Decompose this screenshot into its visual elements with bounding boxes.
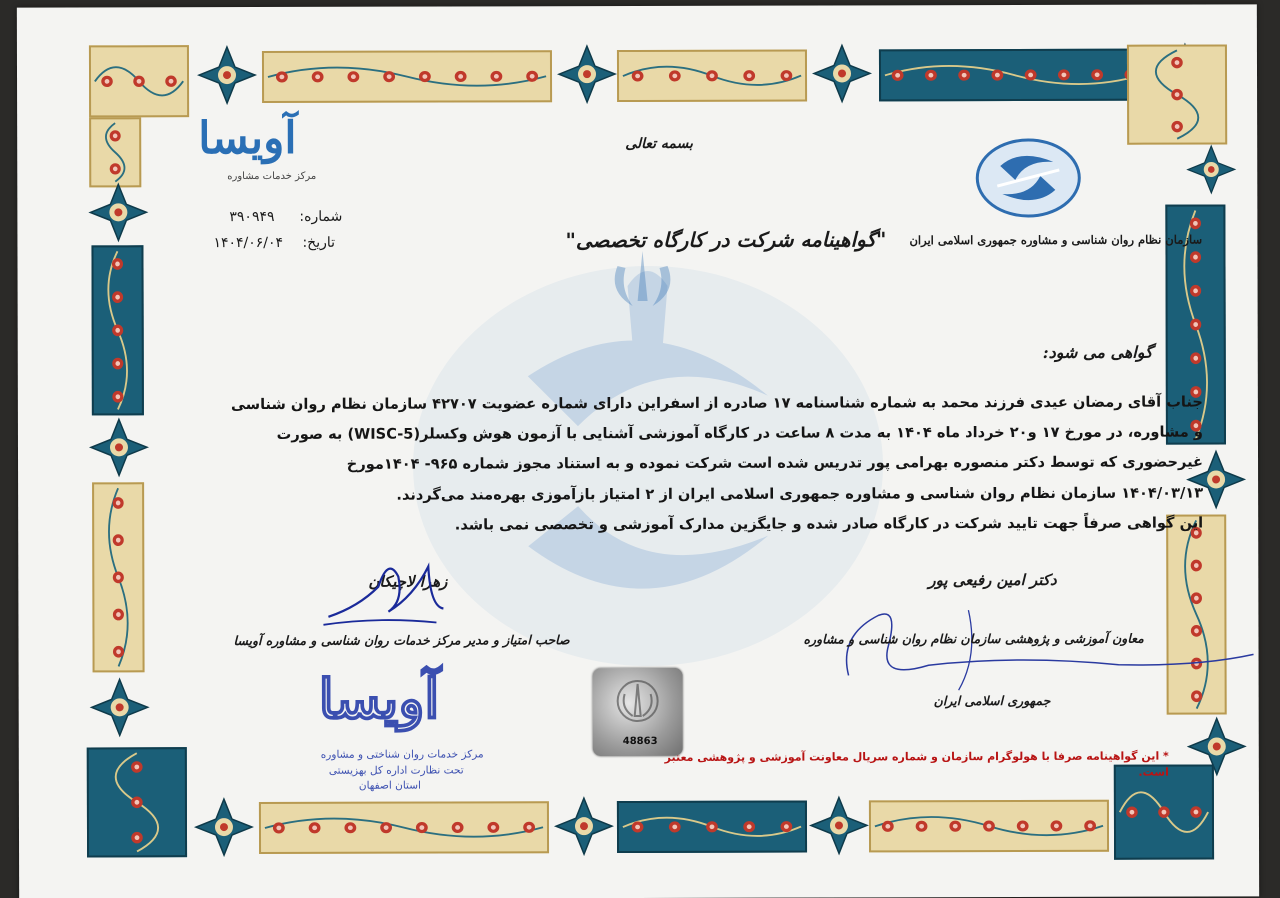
border-panel bbox=[262, 50, 552, 103]
organization-logo-icon bbox=[975, 138, 1081, 218]
hologram-emblem-icon bbox=[613, 676, 663, 726]
border-panel bbox=[617, 801, 807, 853]
right-signer-title-2: جمهوری اسلامی ایران bbox=[933, 692, 1051, 709]
ornamental-border bbox=[17, 4, 1257, 7]
left-signer-title: صاحب امتیاز و مدیر مرکز خدمات روان شناسی و مشاوره آویسا bbox=[233, 632, 570, 649]
hologram-sticker bbox=[593, 668, 683, 756]
border-medallion bbox=[197, 45, 257, 105]
body-line: این گواهی صرفاً جهت تایید شرکت در کارگاه صادر شده و جایگزین مدارک آموزشی و تخصصی نمی باشد. bbox=[454, 514, 1204, 534]
body-line: جناب آقای رمضان عیدی فرزند محمد به شماره شناسنامه ۱۷ صادره از اسفراین دارای شماره عضویت ۴۲۷۰۷ سازمان نظام روان شناسی bbox=[230, 393, 1203, 414]
body-line: ۱۴۰۴/۰۳/۱۳ سازمان نظام روان شناسی و مشاوره جمهوری اسلامی ایران از ۲ امتیاز بازآموزی بهره‌مند می‌گردند. bbox=[396, 484, 1204, 504]
right-signer-title-1: معاون آموزشی و پژوهشی سازمان نظام روان شناسی و مشاوره bbox=[803, 630, 1144, 647]
border-panel bbox=[89, 117, 141, 187]
certificate-paper bbox=[17, 4, 1259, 898]
border-medallion bbox=[1185, 144, 1237, 194]
border-medallion bbox=[554, 796, 614, 856]
right-signer-name: دکتر امین رفیعی پور bbox=[928, 570, 1057, 590]
avisa-logo-subtitle: مرکز خدمات مشاوره bbox=[227, 170, 317, 183]
border-panel bbox=[869, 800, 1109, 853]
border-panel bbox=[617, 50, 807, 102]
hologram-serial: 48863 bbox=[622, 735, 658, 748]
stamp-name: آویسا bbox=[318, 666, 440, 731]
border-medallion bbox=[809, 795, 869, 855]
border-medallion bbox=[89, 677, 151, 737]
left-signer-name: زهرا لاچیکان bbox=[368, 572, 448, 591]
certificate-number-label: شماره: bbox=[299, 208, 343, 225]
stamp-line-3: استان اصفهان bbox=[358, 779, 421, 792]
certificate-body bbox=[193, 388, 1203, 542]
certificate-number-value: ۳۹۰۹۴۹ bbox=[229, 208, 275, 226]
border-panel bbox=[259, 801, 549, 854]
certificate-date-label: تاریخ: bbox=[302, 234, 336, 251]
avisa-logo-name: آویسا bbox=[198, 112, 297, 165]
certificate-date-value: ۱۴۰۴/۰۶/۰۴ bbox=[213, 234, 284, 252]
stamp-line-1: مرکز خدمات روان شناختی و مشاوره bbox=[320, 748, 484, 761]
right-signature-icon bbox=[818, 594, 1258, 705]
validity-note: * این گواهینامه صرفا با هولوگرام سازمان و شماره سریال معاونت آموزشی و پژوهشی معتبر است. bbox=[664, 749, 1169, 779]
border-panel bbox=[87, 747, 187, 857]
border-medallion bbox=[557, 44, 617, 104]
body-line: غیرحضوری که توسط دکتر منصوره بهرامی پور تدریس شده است شرکت نموده و به استناد مجوز شماره ۹۶۵- ۱۴۰۴مورخ bbox=[346, 453, 1204, 474]
border-medallion bbox=[194, 797, 254, 857]
certificate-title: "گواهینامه شرکت در کارگاه تخصصی" bbox=[565, 227, 887, 253]
avisa-logo bbox=[192, 113, 342, 191]
avisa-stamp bbox=[301, 666, 491, 806]
border-medallion bbox=[812, 43, 872, 103]
border-panel bbox=[92, 482, 144, 672]
border-panel bbox=[1127, 44, 1227, 144]
certify-heading: گواهی می شود: bbox=[1042, 342, 1153, 362]
body-line: و مشاوره، در مورخ ۱۷ و۲۰ خرداد ماه ۱۴۰۴ به مدت ۸ ساعت در کارگاه آموزشی آشنایی با آزمون هوش وکسلر(WISC-5) به صورت bbox=[276, 423, 1203, 444]
border-panel bbox=[879, 49, 1149, 102]
iran-emblem-icon bbox=[597, 246, 687, 316]
border-panel bbox=[89, 45, 189, 117]
border-medallion bbox=[87, 182, 149, 242]
border-medallion bbox=[88, 417, 150, 477]
organization-name: سازمان نظام روان شناسی و مشاوره جمهوری اسلامی ایران bbox=[909, 232, 1203, 248]
bismillah-heading: بسمه تعالی bbox=[625, 135, 693, 153]
left-signature-icon bbox=[318, 546, 448, 636]
stamp-line-2: تحت نظارت اداره کل بهزیستی bbox=[328, 764, 464, 777]
border-panel bbox=[91, 245, 143, 415]
